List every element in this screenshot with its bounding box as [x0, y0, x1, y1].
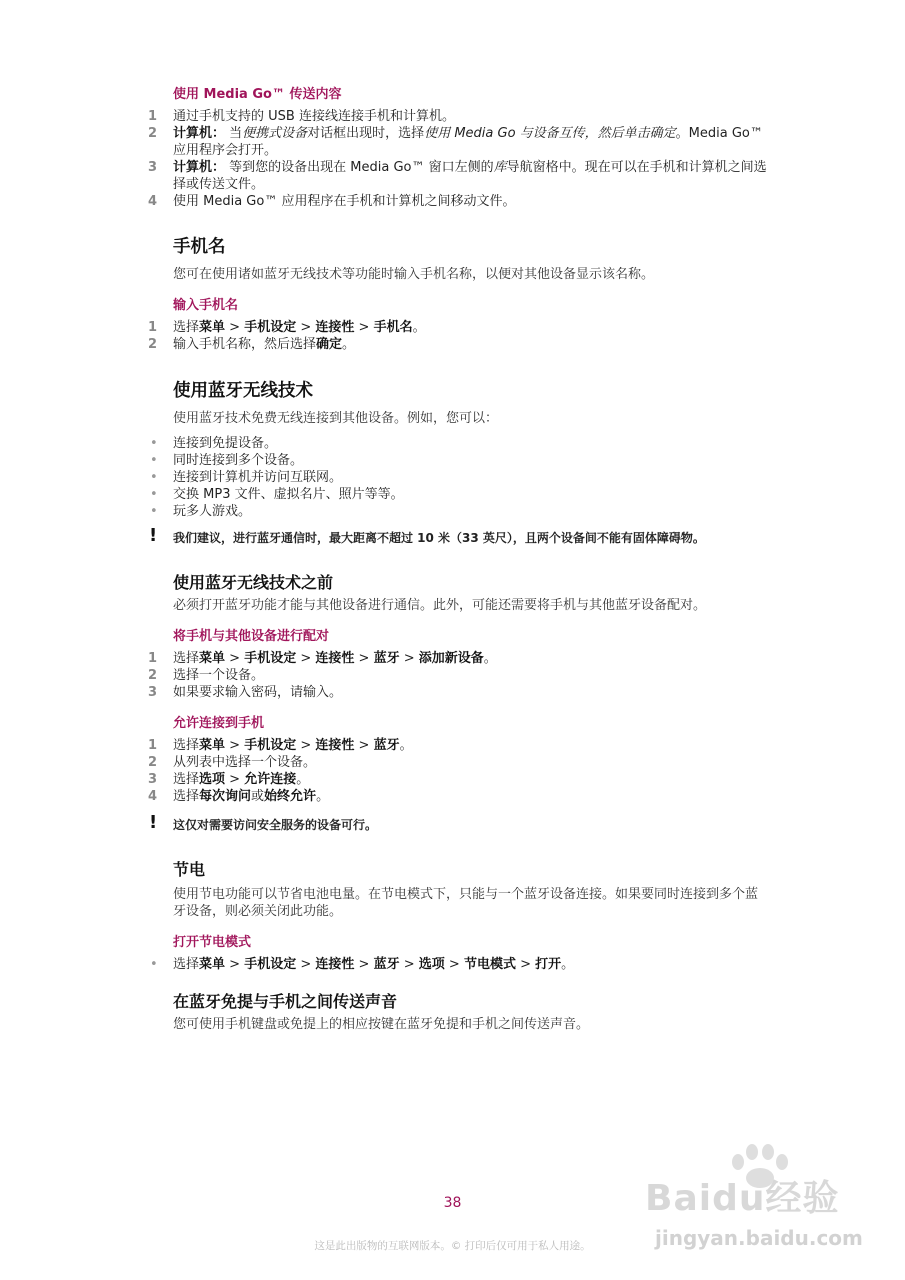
step-text: 。 — [483, 651, 497, 666]
step-text: 。 — [412, 320, 426, 335]
menu-path-item: 手机设定 — [244, 957, 297, 972]
step-text: 通过手机支持的 USB 连接线连接手机和计算机。 — [173, 109, 455, 124]
list-item-text: 玩多人游戏。 — [173, 504, 252, 519]
step-text: 或 — [251, 789, 265, 804]
bullet-icon: • — [150, 470, 158, 485]
pair-steps — [148, 650, 768, 701]
step-number: 1 — [148, 109, 158, 124]
path-separator: > — [444, 957, 464, 972]
step-item — [148, 108, 768, 125]
bullet-icon: • — [150, 453, 158, 468]
list-item — [148, 956, 768, 973]
step-item — [148, 159, 768, 193]
path-separator: > — [354, 957, 374, 972]
step-item — [148, 754, 768, 771]
step-text: 从列表中选择一个设备。 — [173, 755, 317, 770]
path-separator: > — [225, 320, 245, 335]
path-separator: > — [399, 957, 419, 972]
phone-name-steps — [148, 319, 768, 353]
list-item — [148, 486, 768, 503]
step-text: 选择 — [173, 738, 200, 753]
menu-path-item: 连接性 — [315, 651, 355, 666]
step-text: 。 — [316, 789, 330, 804]
list-item-text: 连接到免提设备。 — [173, 436, 278, 451]
path-separator: > — [225, 957, 245, 972]
list-item — [148, 452, 768, 469]
step-text: 。 — [342, 337, 356, 352]
step-item — [148, 684, 768, 701]
note-bluetooth-distance — [148, 525, 768, 546]
heading-power-save: 节电 — [173, 860, 206, 879]
step-item — [148, 771, 768, 788]
step-text: 对话框出现时，选择 — [307, 126, 425, 141]
menu-path-item: 菜单 — [199, 320, 226, 335]
menu-path-item: 连接性 — [315, 320, 355, 335]
heading-bluetooth: 使用蓝牙无线技术 — [173, 381, 313, 401]
menu-path-item: 选项 — [418, 957, 445, 972]
step-text: 选择 — [173, 789, 200, 804]
step-number: 3 — [148, 685, 158, 700]
allow-steps — [148, 737, 768, 805]
step-item — [148, 650, 768, 667]
menu-path-item: 每次询问 — [199, 789, 252, 804]
step-text: 。 — [561, 957, 575, 972]
path-separator: > — [225, 651, 245, 666]
step-text: 输入手机名称，然后选择 — [173, 337, 317, 352]
path-separator: > — [399, 651, 419, 666]
step-item — [148, 319, 768, 336]
step-item — [148, 667, 768, 684]
warning-icon: ! — [149, 812, 158, 833]
step-number: 1 — [148, 320, 158, 335]
step-number: 2 — [148, 337, 158, 352]
menu-path-item: 添加新设备 — [418, 651, 484, 666]
step-text: 选择 — [173, 651, 200, 666]
step-number: 2 — [148, 668, 158, 683]
subheading-enter-phone-name: 输入手机名 — [173, 298, 239, 313]
step-number: 2 — [148, 755, 158, 770]
menu-path-item: 手机设定 — [244, 651, 297, 666]
list-item-text: 同时连接到多个设备。 — [173, 453, 304, 468]
menu-path-item: 菜单 — [199, 957, 226, 972]
step-text: 。 — [296, 772, 310, 787]
path-separator: > — [354, 651, 374, 666]
list-item-text: 交换 MP3 文件、虚拟名片、照片等等。 — [173, 487, 404, 502]
heading-before-bluetooth: 使用蓝牙无线技术之前 — [173, 573, 334, 592]
manual-page-content — [148, 86, 768, 1033]
subheading-turn-on-power-save: 打开节电模式 — [173, 935, 252, 950]
transfer-sound-description: 您可使用手机键盘或免提上的相应按键在蓝牙免提和手机之间传送声音。 — [173, 1017, 590, 1032]
step-italic: 库 — [493, 160, 507, 175]
watermark-logo: Baidu经验 — [645, 1178, 840, 1219]
page-number: 38 — [443, 1195, 462, 1211]
step-number: 4 — [148, 789, 158, 804]
menu-path-item: 确定 — [316, 337, 343, 352]
power-save-steps — [148, 956, 768, 973]
menu-path-item: 手机设定 — [244, 738, 297, 753]
bullet-icon: • — [150, 487, 158, 502]
step-italic: 便携式设备 — [242, 126, 308, 141]
menu-path-item: 手机设定 — [244, 320, 297, 335]
menu-path-item: 始终允许 — [264, 789, 317, 804]
bullet-icon: • — [150, 436, 158, 451]
step-item — [148, 737, 768, 754]
step-text: 选择 — [173, 320, 200, 335]
menu-path-item: 菜单 — [199, 738, 226, 753]
subheading-allow-connection: 允许连接到手机 — [173, 716, 265, 731]
step-text: 选择一个设备。 — [173, 668, 265, 683]
bluetooth-uses-list — [148, 435, 768, 520]
bluetooth-description: 使用蓝牙技术免费无线连接到其他设备。例如，您可以： — [173, 411, 499, 426]
path-separator: > — [296, 957, 316, 972]
watermark-url: jingyan.baidu.com — [655, 1226, 863, 1250]
step-italic: 使用 Media Go 与设备互传，然后单击确定 — [424, 126, 676, 141]
path-separator: > — [296, 320, 316, 335]
path-separator: > — [354, 320, 374, 335]
path-separator: > — [225, 738, 245, 753]
power-save-description: 使用节电功能可以节省电池电量。在节电模式下，只能与一个蓝牙设备连接。如果要同时连接到多个蓝牙设备，则必须关闭此功能。 — [173, 887, 759, 919]
menu-path-item: 选项 — [199, 772, 226, 787]
page-footer: 这是此出版物的互联网版本。© 打印后仅可用于私人用途。 — [314, 1240, 591, 1252]
bullet-icon: • — [150, 957, 158, 972]
note-secure-services — [148, 812, 768, 833]
baidu-watermark — [640, 1140, 870, 1260]
section-subtitle-media-go: 使用 Media Go™ 传送内容 — [173, 87, 342, 102]
list-item — [148, 435, 768, 452]
before-bluetooth-description: 必须打开蓝牙功能才能与其他设备进行通信。此外，可能还需要将手机与其他蓝牙设备配对。 — [173, 598, 707, 613]
step-item — [148, 193, 768, 210]
step-bold: 计算机： — [173, 126, 226, 141]
menu-path-item: 打开 — [535, 957, 562, 972]
step-item — [148, 125, 768, 159]
list-item — [148, 469, 768, 486]
menu-path-item: 手机名 — [373, 320, 413, 335]
step-number: 3 — [148, 160, 158, 175]
menu-path-item: 连接性 — [315, 738, 355, 753]
bullet-icon: • — [150, 504, 158, 519]
step-text: 当 — [225, 126, 243, 141]
list-item — [148, 503, 768, 520]
menu-path-item: 允许连接 — [244, 772, 297, 787]
menu-path-item: 蓝牙 — [373, 651, 400, 666]
warning-icon: ! — [149, 525, 158, 546]
step-text: 。Media Go™ 应用程序会打开。 — [173, 126, 763, 158]
menu-path-item: 蓝牙 — [373, 738, 400, 753]
path-separator: > — [354, 738, 374, 753]
step-bold: 计算机： — [173, 160, 226, 175]
step-number: 2 — [148, 126, 158, 141]
step-text: 导航窗格中。现在可以在手机和计算机之间选择或传送文件。 — [173, 160, 767, 192]
path-separator: > — [515, 957, 536, 972]
step-item — [148, 336, 768, 353]
step-text: 选择 — [173, 772, 200, 787]
menu-path-item: 节电模式 — [463, 957, 516, 972]
path-separator: > — [296, 651, 316, 666]
note-text: 我们建议，进行蓝牙通信时，最大距离不超过 10 米（33 英尺），且两个设备间不能有固体障碍物。 — [173, 531, 705, 545]
note-text: 这仅对需要访问安全服务的设备可行。 — [173, 818, 378, 832]
heading-transfer-sound: 在蓝牙免提与手机之间传送声音 — [173, 992, 398, 1011]
media-go-steps — [148, 108, 768, 210]
step-text: 。 — [399, 738, 413, 753]
menu-path-item: 连接性 — [315, 957, 355, 972]
step-text: 使用 Media Go™ 应用程序在手机和计算机之间移动文件。 — [173, 194, 516, 209]
path-separator: > — [296, 738, 316, 753]
step-text: 等到您的设备出现在 Media Go™ 窗口左侧的 — [225, 160, 494, 175]
step-item — [148, 788, 768, 805]
heading-phone-name: 手机名 — [173, 237, 226, 257]
step-number: 1 — [148, 738, 158, 753]
step-number: 1 — [148, 651, 158, 666]
step-number: 4 — [148, 194, 158, 209]
list-item-text: 连接到计算机并访问互联网。 — [173, 470, 343, 485]
step-text: 选择 — [173, 957, 200, 972]
step-text: 如果要求输入密码，请输入。 — [173, 685, 343, 700]
path-separator: > — [225, 772, 245, 787]
menu-path-item: 蓝牙 — [373, 957, 400, 972]
subheading-pair-device: 将手机与其他设备进行配对 — [173, 629, 330, 644]
phone-name-description: 您可在使用诸如蓝牙无线技术等功能时输入手机名称，以便对其他设备显示该名称。 — [173, 267, 655, 282]
menu-path-item: 菜单 — [199, 651, 226, 666]
step-number: 3 — [148, 772, 158, 787]
